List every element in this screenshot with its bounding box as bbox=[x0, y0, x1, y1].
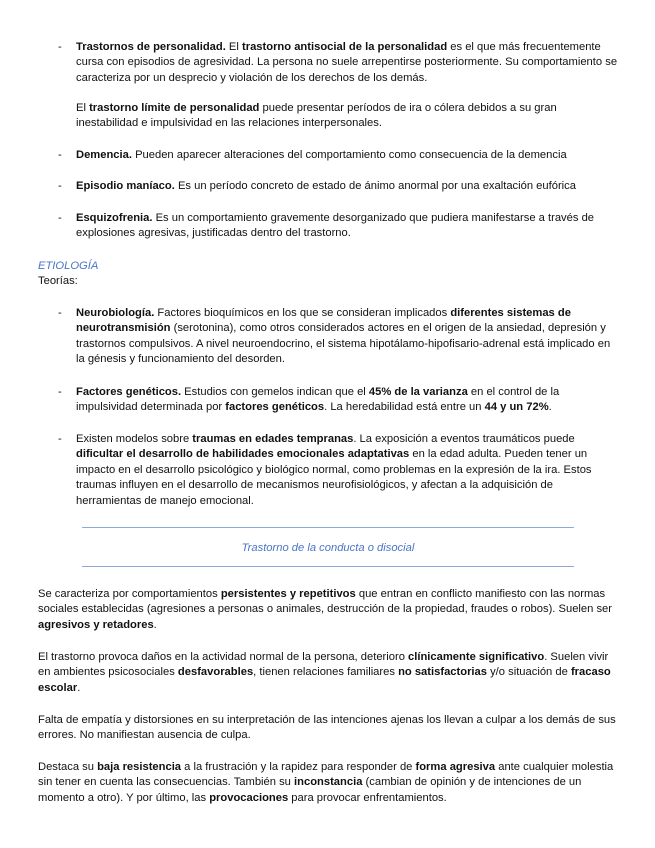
bullet-schizophrenia: Esquizofrenia. Es un comportamiento gravemente desorganizado que pudiera manifestarse a través de explosiones agresivas, justificadas dentro del trastorno. bbox=[76, 212, 595, 240]
term-personality-disorders: Trastornos de personalidad. bbox=[76, 41, 226, 53]
bullet-dash: - bbox=[58, 41, 62, 53]
paragraph-characteristics: Se caracteriza por comportamientos persistentes y repetitivos que entran en conflicto manifiesto con las normas sociales establecidas (agresiones a personas o animales, destrucción de la propiedad, fraudes o robos). Suelen ser agresivos y retadores. bbox=[38, 588, 613, 631]
bullet-dash: - bbox=[58, 307, 62, 319]
paragraph-empathy: Falta de empatía y distorsiones en su interpretación de las intenciones ajenas los llevan a culpar a los demás de sus errores. No manifiestan ausencia de culpa. bbox=[38, 714, 616, 742]
section-subheading-teorias: Teorías: bbox=[38, 275, 78, 287]
section-heading-etiologia: ETIOLOGÍA bbox=[38, 260, 99, 272]
divider-bottom bbox=[82, 566, 574, 567]
bullet-dementia: Demencia. Pueden aparecer alteraciones del comportamiento como consecuencia de la demencia bbox=[76, 149, 567, 161]
bullet-dash: - bbox=[58, 180, 62, 192]
paragraph-resistance: Destaca su baja resistencia a la frustración y la rapidez para responder de forma agresiva ante cualquier molestia sin tener en cuenta las consecuencias. También su inconstancia (cambian de opinión y de intenciones de un momento a otro). Y por último, las provocaciones para provocar enfrentamientos. bbox=[38, 761, 614, 804]
bullet-personality-disorders: Trastornos de personalidad. El trastorno antisocial de la personalidad es el que más frecuentemente cursa con episodios de agresividad. La persona no suele arrepentirse posteriormente. Su comportamiento se caracteriza por un desprecio y violación de los derechos de los demás. bbox=[76, 41, 618, 84]
bullet-manic-episode: Episodio maníaco. Es un período concreto de estado de ánimo anormal por una exaltación eufórica bbox=[76, 180, 576, 192]
bullet-dash: - bbox=[58, 149, 62, 161]
bullet-early-trauma: Existen modelos sobre traumas en edades tempranas. La exposición a eventos traumáticos puede dificultar el desarrollo de habilidades emocionales adaptativas en la edad adulta. Pueden tener un impacto en el desarrollo psicológico y biológico normal, como problemas en la expresión de la ira. Estos traumas influyen en el desarrollo de mecanismos neurofisiológicos, y afectan a la adquisición de herramientas de manejo emocional. bbox=[76, 433, 592, 507]
box-title: Trastorno de la conducta o disocial bbox=[241, 542, 415, 554]
bullet-neurobiology: Neurobiología. Factores bioquímicos en los que se consideran implicados diferentes sistemas de neurotransmisión (serotonina), como otros considerados actores en el origen de la ansiedad, depresión y trastornos compulsivos. A nivel neuroendocrino, el sistema hipotálamo-hipofisario-adrenal está implicado en la génesis y funcionamiento del desorden. bbox=[76, 307, 611, 366]
bullet-dash: - bbox=[58, 386, 62, 398]
divider-top bbox=[82, 527, 574, 528]
bullet-genetic-factors: Factores genéticos. Estudios con gemelos indican que el 45% de la varianza en el control de la impulsividad determinada por factores genéticos. La heredabilidad está entre un 44 y un 72%. bbox=[76, 386, 560, 414]
bullet-personality-disorders-p2: El trastorno límite de personalidad puede presentar períodos de ira o cólera debidos a su gran inestabilidad e impulsividad en las relaciones interpersonales. bbox=[76, 102, 557, 130]
paragraph-damage: El trastorno provoca daños en la actividad normal de la persona, deterioro clínicamente significativo. Suelen vivir en ambientes psicosociales desfavorables, tienen relaciones familiares no satisfactorias y/o situación de fracaso escolar. bbox=[38, 651, 611, 694]
bullet-dash: - bbox=[58, 212, 62, 224]
bullet-dash: - bbox=[58, 433, 62, 445]
